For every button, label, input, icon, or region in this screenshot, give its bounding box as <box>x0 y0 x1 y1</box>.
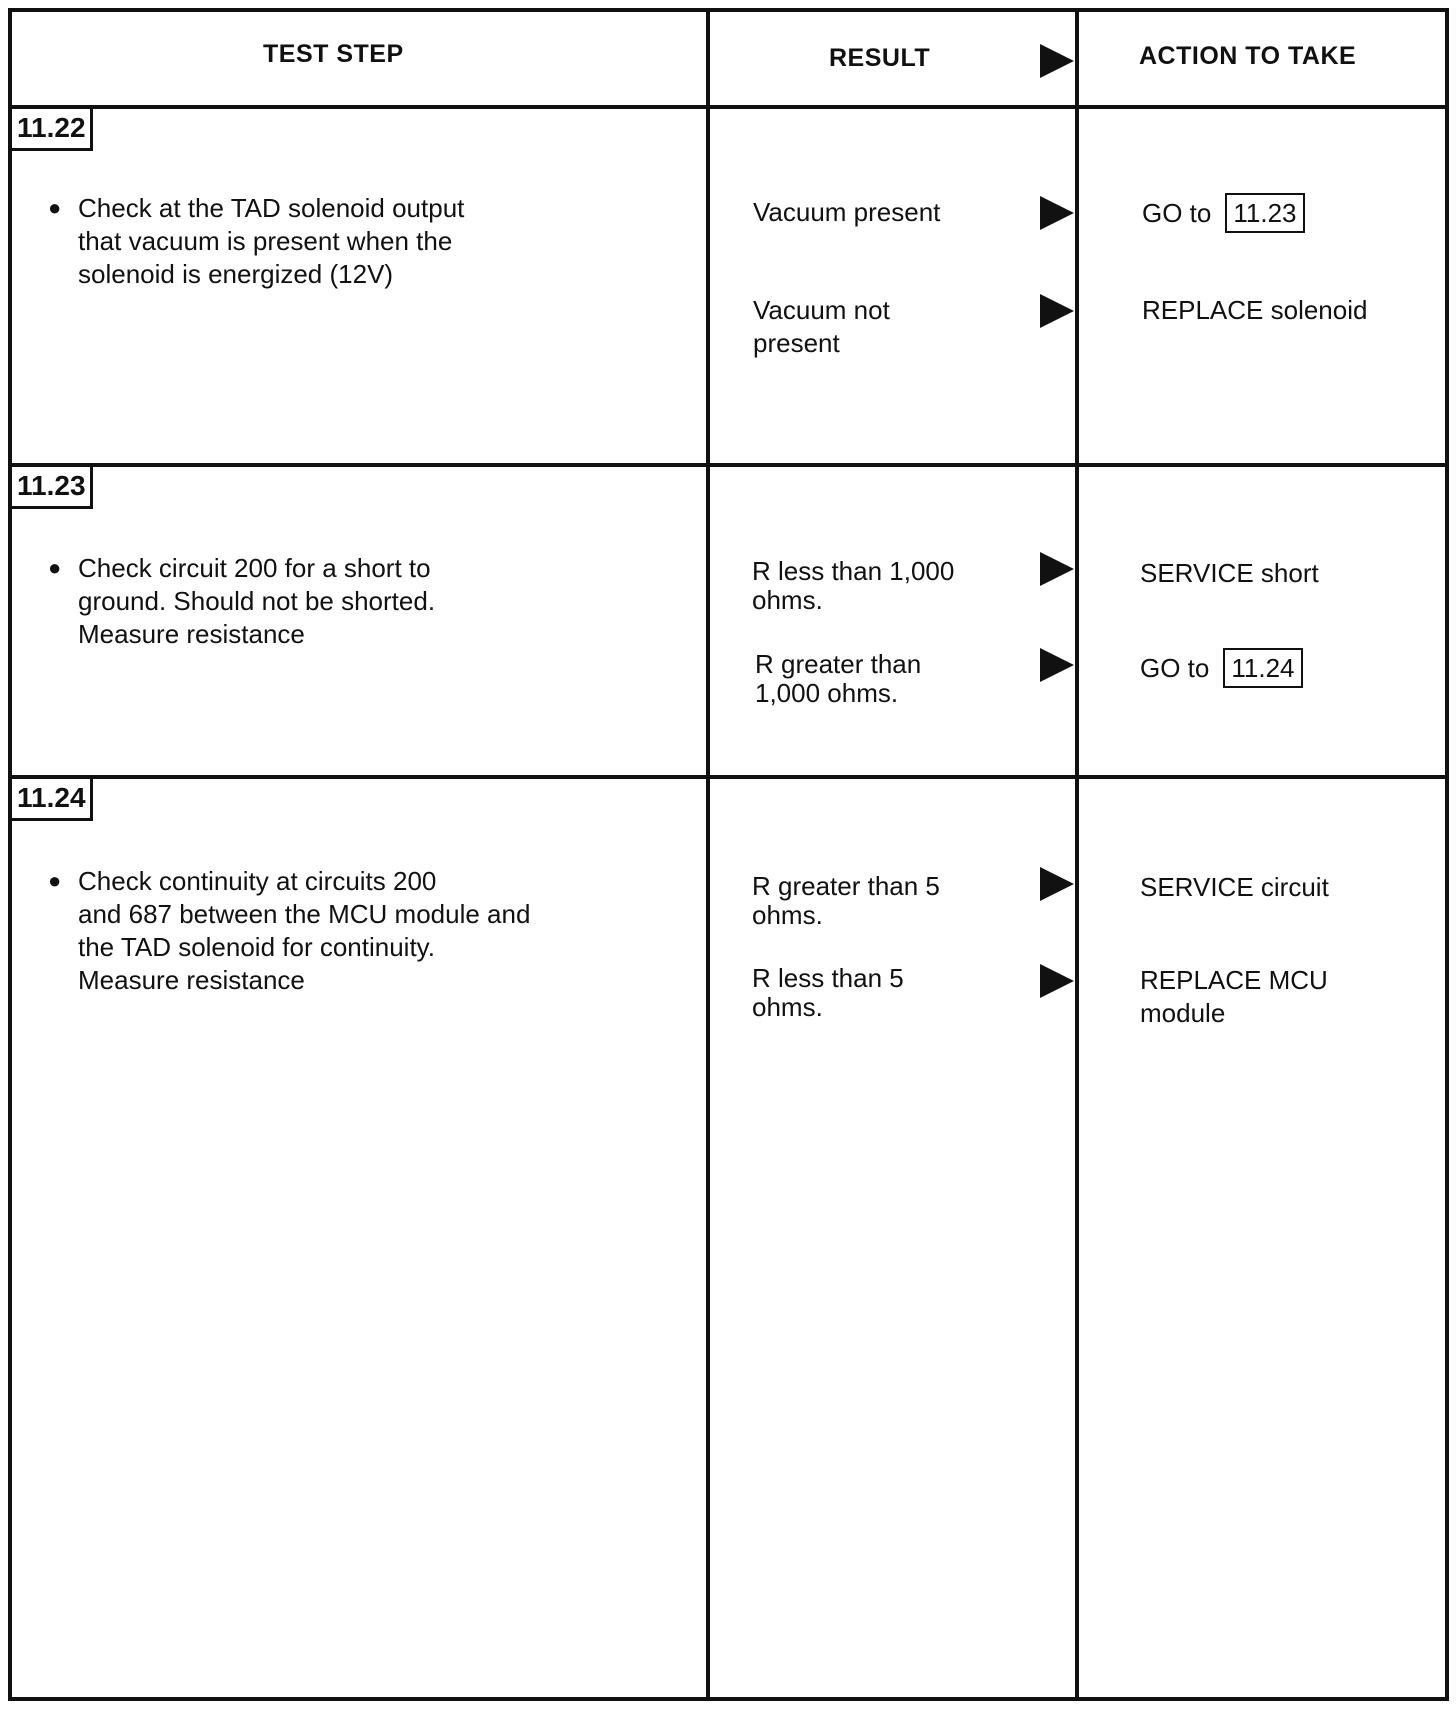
result-line: R less than 5 <box>752 963 904 993</box>
header-action: ACTION TO TAKE <box>1139 42 1357 70</box>
result-line: ohms. <box>752 900 823 930</box>
action-text <box>1140 648 1303 688</box>
action-text <box>1142 193 1305 233</box>
header-divider <box>8 105 1449 109</box>
action-line: module <box>1140 998 1226 1028</box>
instruction-line: and 687 between the MCU module and <box>78 899 531 929</box>
instruction-line: Check continuity at circuits 200 <box>78 866 437 896</box>
column-divider-2 <box>1075 8 1079 1701</box>
header-arrow-icon <box>1040 44 1074 78</box>
result-line: ohms. <box>752 585 823 615</box>
result-text <box>755 650 921 708</box>
instruction-line: solenoid is energized (12V) <box>78 259 394 289</box>
step-instruction <box>78 192 464 291</box>
step-instruction <box>78 865 530 997</box>
arrow-icon <box>1040 196 1074 230</box>
instruction-line: Check circuit 200 for a short to <box>78 553 431 583</box>
table-border-top <box>8 8 1449 12</box>
action-text <box>1142 294 1367 327</box>
action-line: REPLACE MCU <box>1140 965 1328 995</box>
table-border-right <box>1445 8 1449 1701</box>
bullet-icon: ● <box>48 555 62 580</box>
result-line: ohms. <box>752 992 823 1022</box>
result-text <box>753 294 890 360</box>
row-divider-1 <box>8 463 1449 467</box>
instruction-line: the TAD solenoid for continuity. <box>78 932 435 962</box>
result-line: present <box>753 328 840 358</box>
bullet-icon: ● <box>48 195 62 220</box>
action-line: REPLACE solenoid <box>1142 295 1368 325</box>
result-text <box>752 872 940 930</box>
action-text <box>1140 557 1319 590</box>
result-text <box>752 557 954 615</box>
instruction-line: Measure resistance <box>78 965 305 995</box>
instruction-line: that vacuum is present when the <box>78 226 453 256</box>
header-result: RESULT <box>829 44 931 72</box>
result-line: R greater than <box>755 649 922 679</box>
step-instruction <box>78 552 435 651</box>
header-test-step: TEST STEP <box>263 40 404 68</box>
action-label: GO to <box>1140 653 1210 683</box>
step-number: 11.24 <box>11 778 93 821</box>
arrow-icon <box>1040 648 1074 682</box>
result-line: Vacuum not <box>753 295 890 325</box>
action-label: GO to <box>1142 198 1212 228</box>
column-divider-1 <box>706 8 710 1701</box>
arrow-icon <box>1040 867 1074 901</box>
instruction-line: Check at the TAD solenoid output <box>78 193 465 223</box>
instruction-line: Measure resistance <box>78 619 305 649</box>
step-reference[interactable]: 11.24 <box>1223 648 1302 688</box>
action-text <box>1140 964 1328 1030</box>
arrow-icon <box>1040 552 1074 586</box>
result-line: R greater than 5 <box>752 871 940 901</box>
instruction-line: ground. Should not be shorted. <box>78 586 436 616</box>
row-divider-2 <box>8 775 1449 779</box>
table-border-bottom <box>8 1697 1449 1701</box>
action-line: SERVICE circuit <box>1140 872 1329 902</box>
step-number: 11.22 <box>11 108 93 151</box>
step-number: 11.23 <box>11 466 93 509</box>
result-text <box>752 964 904 1022</box>
table-border-left <box>8 8 12 1701</box>
result-line: 1,000 ohms. <box>755 678 899 708</box>
result-line: R less than 1,000 <box>752 556 955 586</box>
result-text <box>753 196 940 229</box>
arrow-icon <box>1040 294 1074 328</box>
action-line: SERVICE short <box>1140 558 1319 588</box>
action-text <box>1140 871 1329 904</box>
result-line: Vacuum present <box>753 197 941 227</box>
arrow-icon <box>1040 964 1074 998</box>
step-reference[interactable]: 11.23 <box>1225 193 1304 233</box>
bullet-icon: ● <box>48 868 62 893</box>
